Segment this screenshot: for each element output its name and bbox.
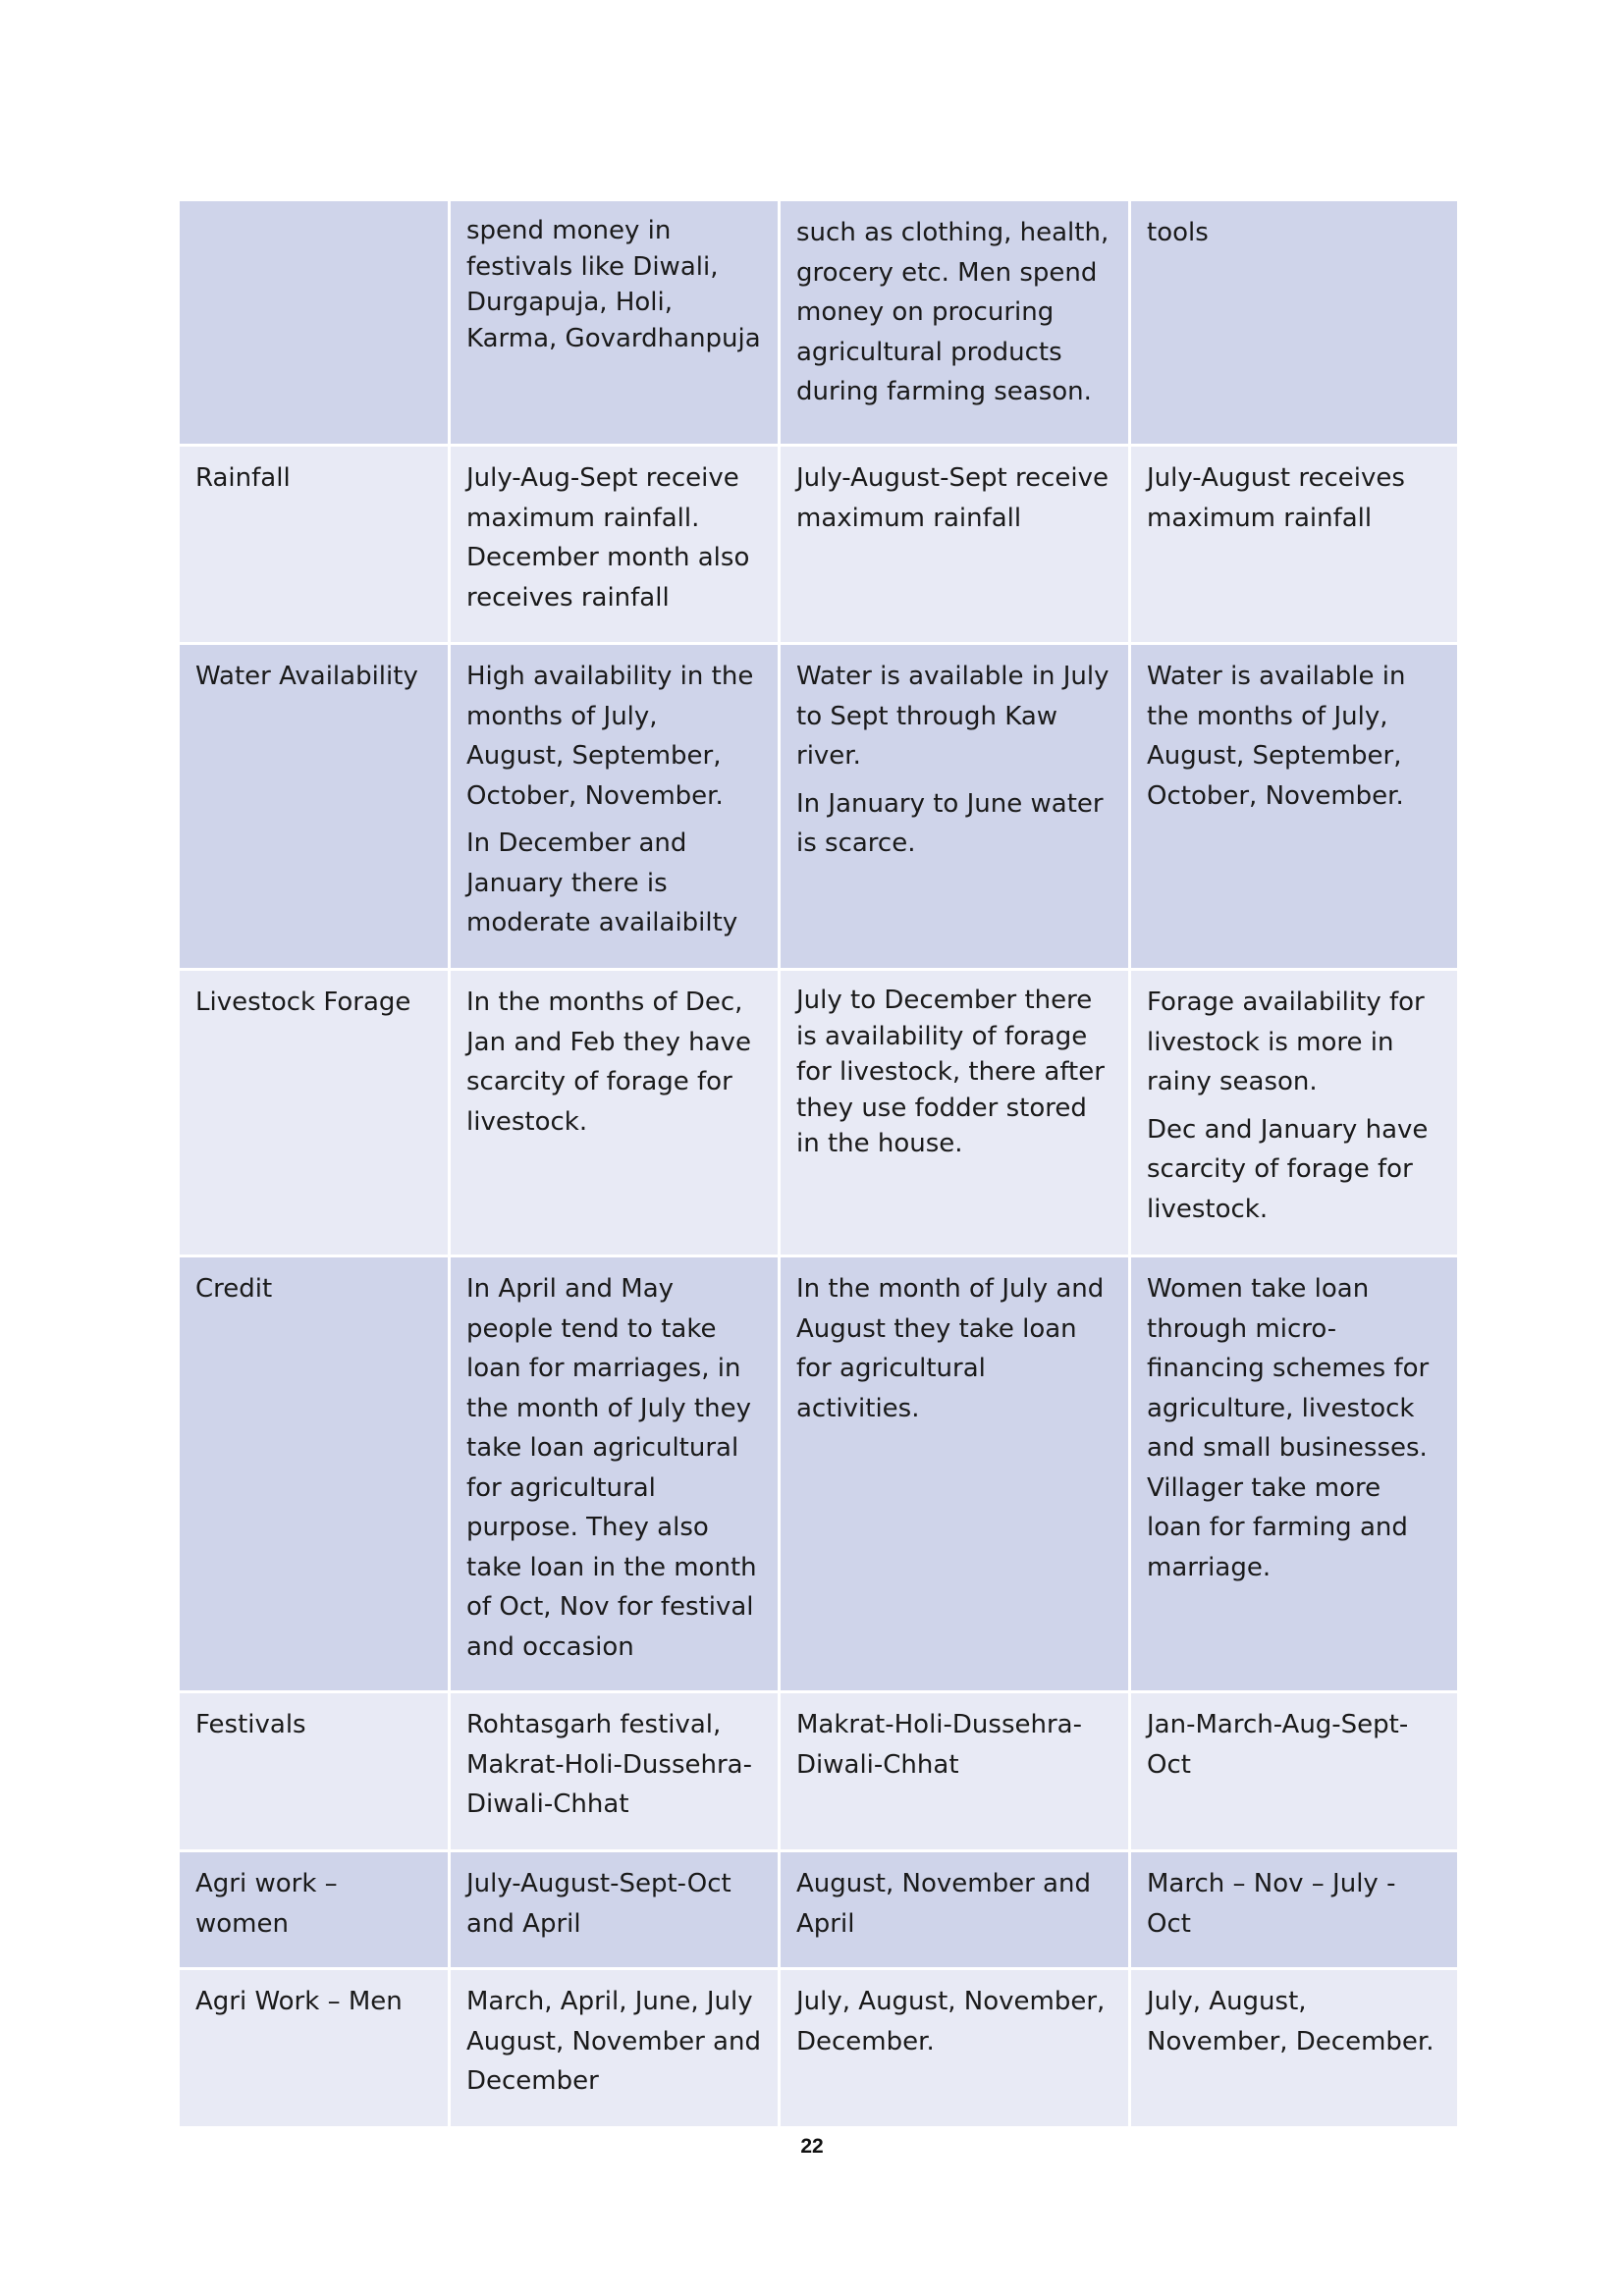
cell-text: Water is available in the months of July, August, September, October, November. bbox=[1147, 662, 1406, 811]
table-row bbox=[179, 1969, 1459, 2128]
table-cell bbox=[1130, 1851, 1459, 1969]
row-label: Rainfall bbox=[195, 463, 291, 493]
cell-text: Makrat-Holi-Dussehra-Diwali-Chhat bbox=[796, 1710, 1082, 1780]
table-row bbox=[179, 1256, 1459, 1692]
cell-text: Jan-March-Aug-Sept-Oct bbox=[1147, 1710, 1409, 1780]
row-label-cell bbox=[179, 1969, 450, 2128]
row-label: Credit bbox=[195, 1274, 273, 1304]
cell-text: July-Aug-Sept receive maximum rainfall. December month also receives rainfall bbox=[466, 463, 750, 613]
table-row bbox=[179, 200, 1459, 446]
row-label-cell bbox=[179, 970, 450, 1256]
row-label-cell bbox=[179, 644, 450, 970]
table-cell bbox=[450, 200, 780, 446]
seasonal-calendar-table-container bbox=[177, 198, 1457, 2129]
cell-text: spend money in festivals like Diwali, Durgapuja, Holi, Karma, Govardhanpuja bbox=[466, 216, 761, 353]
cell-text: such as clothing, health, grocery etc. Men spend money on procuring agricultural products during farming season. bbox=[796, 218, 1110, 406]
row-label-cell bbox=[179, 446, 450, 644]
table-cell bbox=[780, 1692, 1130, 1851]
cell-text: March – Nov – July - Oct bbox=[1147, 1869, 1396, 1939]
table-cell bbox=[780, 1851, 1130, 1969]
table-cell bbox=[1130, 970, 1459, 1256]
row-label-cell bbox=[179, 200, 450, 446]
table-cell bbox=[780, 644, 1130, 970]
row-label: Festivals bbox=[195, 1710, 306, 1739]
cell-text: In December and January there is moderate availaibilty bbox=[466, 828, 738, 937]
table-row bbox=[179, 446, 1459, 644]
cell-text: Women take loan through micro-financing schemes for agriculture, livestock and small businesses. Villager take more loan for farming and marriage. bbox=[1147, 1274, 1430, 1582]
table-cell bbox=[450, 446, 780, 644]
table-row bbox=[179, 1851, 1459, 1969]
cell-text: In January to June water is scarce. bbox=[796, 788, 1104, 858]
table-cell bbox=[780, 200, 1130, 446]
row-label-cell bbox=[179, 1851, 450, 1969]
cell-text: Forage availability for livestock is more in rainy season. bbox=[1147, 988, 1425, 1096]
page-number: 22 bbox=[800, 2135, 824, 2158]
cell-text: Dec and January have scarcity of forage for livestock. bbox=[1147, 1114, 1429, 1224]
row-label-cell bbox=[179, 1256, 450, 1692]
row-label: Water Availability bbox=[195, 662, 418, 691]
table-cell bbox=[450, 1969, 780, 2128]
table-cell bbox=[1130, 1692, 1459, 1851]
cell-text: July-August-Sept receive maximum rainfall bbox=[796, 463, 1109, 533]
table-cell bbox=[1130, 1969, 1459, 2128]
table-cell bbox=[780, 1256, 1130, 1692]
cell-text: July to December there is availability of forage for livestock, there after they use fodder stored in the house. bbox=[796, 986, 1105, 1158]
row-label: Agri Work – Men bbox=[195, 1987, 403, 2016]
cell-text: July-August receives maximum rainfall bbox=[1147, 463, 1405, 533]
row-label: Agri work – women bbox=[195, 1869, 338, 1939]
row-label: Livestock Forage bbox=[195, 988, 411, 1017]
cell-text: March, April, June, July August, November and December bbox=[466, 1987, 761, 2096]
cell-text: In April and May people tend to take loan for marriages, in the month of July they take loan agricultural for agricultural purpose. They also take loan in the month of Oct, Nov for festival and occasion bbox=[466, 1274, 757, 1662]
cell-text: August, November and April bbox=[796, 1869, 1091, 1939]
seasonal-calendar-table bbox=[177, 198, 1460, 2129]
table-cell bbox=[450, 1692, 780, 1851]
table-cell bbox=[1130, 1256, 1459, 1692]
table-cell bbox=[1130, 200, 1459, 446]
cell-text: tools bbox=[1147, 218, 1209, 247]
cell-text: July, August, November, December. bbox=[1147, 1987, 1435, 2056]
table-cell bbox=[450, 1851, 780, 1969]
table-cell bbox=[1130, 644, 1459, 970]
cell-text: In the month of July and August they take loan for agricultural activities. bbox=[796, 1274, 1105, 1423]
cell-text: In the months of Dec, Jan and Feb they have scarcity of forage for livestock. bbox=[466, 988, 751, 1137]
table-row bbox=[179, 970, 1459, 1256]
cell-text: Water is available in July to Sept through Kaw river. bbox=[796, 662, 1110, 771]
table-row bbox=[179, 644, 1459, 970]
cell-text: July, August, November, December. bbox=[796, 1987, 1106, 2056]
row-label-cell bbox=[179, 1692, 450, 1851]
table-cell bbox=[1130, 446, 1459, 644]
table-cell bbox=[780, 970, 1130, 1256]
table-cell bbox=[780, 1969, 1130, 2128]
table-cell bbox=[450, 970, 780, 1256]
table-row bbox=[179, 1692, 1459, 1851]
cell-text: High availability in the months of July, August, September, October, November. bbox=[466, 662, 754, 811]
table-cell bbox=[450, 1256, 780, 1692]
table-cell bbox=[780, 446, 1130, 644]
table-cell bbox=[450, 644, 780, 970]
cell-text: July-August-Sept-Oct and April bbox=[466, 1869, 731, 1939]
cell-text: Rohtasgarh festival, Makrat-Holi-Dussehra-Diwali-Chhat bbox=[466, 1710, 752, 1819]
